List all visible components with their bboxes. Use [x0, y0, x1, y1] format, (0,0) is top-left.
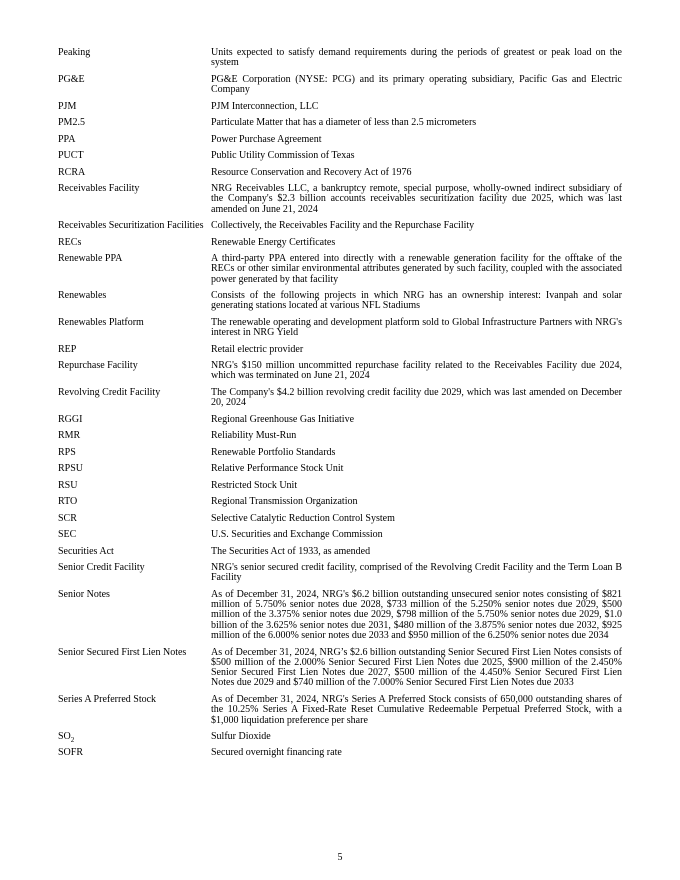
- glossary-term: [58, 254, 211, 285]
- glossary-row: [58, 481, 622, 491]
- glossary-definition: Renewable Energy Certificates: [211, 236, 336, 248]
- glossary-term: [58, 291, 211, 312]
- glossary-definition: NRG's $150 million uncommitted repurchase facility related to the Receivables Facility due 2024, which was terminated on June 21, 2024: [211, 360, 622, 382]
- glossary-term-text: PPA: [58, 133, 76, 145]
- glossary-term-text: Senior Credit Facility: [58, 562, 145, 574]
- glossary-definition: Selective Catalytic Reduction Control System: [211, 512, 395, 524]
- glossary-row: [58, 464, 622, 474]
- glossary-definition: Relative Performance Stock Unit: [211, 463, 344, 475]
- glossary-term: [58, 48, 211, 69]
- glossary-term: [58, 75, 211, 96]
- glossary-table: [58, 48, 622, 765]
- glossary-row: [58, 732, 622, 742]
- glossary-definition: Regional Transmission Organization: [211, 496, 358, 508]
- glossary-term: [58, 732, 211, 742]
- glossary-term-text: Peaking: [58, 47, 91, 58]
- glossary-term-text: Repurchase Facility: [58, 360, 138, 372]
- glossary-term: [58, 238, 211, 248]
- glossary-term-text: SEC: [58, 529, 77, 541]
- glossary-definition: Retail electric provider: [211, 343, 304, 355]
- glossary-term-text: RMR: [58, 430, 81, 442]
- glossary-term-text: RPS: [58, 446, 76, 458]
- glossary-term-text: Senior Secured First Lien Notes: [58, 646, 187, 658]
- glossary-definition: PJM Interconnection, LLC: [211, 100, 319, 112]
- glossary-term-text: PJM: [58, 100, 77, 112]
- glossary-definition: NRG Receivables LLC, a bankruptcy remote, special purpose, wholly-owned indirect subsidiary of the Company's $2.3 billion accounts receivables securitization facility due 2025, which was last amended on June 21, 2024: [211, 182, 622, 215]
- glossary-term: [58, 648, 211, 689]
- glossary-row: [58, 695, 622, 726]
- glossary-term-text: RGGI: [58, 413, 83, 425]
- glossary-term: [58, 448, 211, 458]
- glossary-term-text: SCR: [58, 512, 77, 524]
- glossary-row: [58, 388, 622, 409]
- glossary-definition: As of December 31, 2024, NRG's Series A Preferred Stock consists of 650,000 outstanding shares of the 10.25% Series A Fixed-Rate Reset Cumulative Redeemable Perpetual Preferred Stock, with a $1,000 liquidation preference per share: [211, 693, 622, 726]
- glossary-term: [58, 530, 211, 540]
- glossary-term: [58, 151, 211, 161]
- glossary-row: [58, 590, 622, 641]
- glossary-term: [58, 388, 211, 409]
- glossary-row: [58, 102, 622, 112]
- glossary-term-text: RECs: [58, 236, 82, 248]
- glossary-term-text: PG&E: [58, 73, 85, 85]
- glossary-term: [58, 118, 211, 128]
- glossary-term-text: Renewable PPA: [58, 253, 123, 265]
- glossary-definition: PG&E Corporation (NYSE: PCG) and its primary operating subsidiary, Pacific Gas and Electric Company: [211, 73, 622, 96]
- glossary-term: [58, 563, 211, 584]
- glossary-term: [58, 318, 211, 339]
- glossary-term: [58, 748, 211, 758]
- glossary-row: [58, 514, 622, 524]
- glossary-definition: Sulfur Dioxide: [211, 730, 271, 742]
- glossary-row: [58, 318, 622, 339]
- glossary-definition: Regional Greenhouse Gas Initiative: [211, 413, 355, 425]
- glossary-term: [58, 514, 211, 524]
- glossary-term-text: Series A Preferred Stock: [58, 693, 157, 705]
- glossary-row: [58, 345, 622, 355]
- glossary-term: [58, 590, 211, 641]
- glossary-row: [58, 497, 622, 507]
- glossary-term-text: REP: [58, 343, 77, 355]
- glossary-term: [58, 135, 211, 145]
- glossary-definition: U.S. Securities and Exchange Commission: [211, 529, 383, 541]
- glossary-term-text: RSU: [58, 479, 78, 491]
- glossary-definition: As of December 31, 2024, NRG's $6.2 billion outstanding unsecured senior notes consisting of $821 million of 5.750% senior notes due 2028, $733 million of the 5.250% senior notes due 2029, $500 million of the 3.375% senior notes due 2029, $798 million of the 5.750% senior notes due 2029, $1.0 billion of the 3.625% senior notes due 2031, $480 million of the 3.875% senior notes due 2032, $925 million of the 6.000% senior notes due 2033 and $950 million of the 6.250% senior notes due 2034: [211, 588, 622, 642]
- glossary-definition: Public Utility Commission of Texas: [211, 150, 355, 162]
- glossary-term: [58, 168, 211, 178]
- glossary-term: [58, 464, 211, 474]
- glossary-term-text: Receivables Securitization Facilities: [58, 220, 204, 232]
- glossary-term: [58, 415, 211, 425]
- glossary-definition: The Securities Act of 1933, as amended: [211, 545, 371, 557]
- glossary-definition: Secured overnight financing rate: [211, 747, 342, 759]
- glossary-row: [58, 415, 622, 425]
- glossary-definition: A third-party PPA entered into directly with a renewable generation facility for the offtake of the RECs or other similar environmental attributes generated by such facility, coupled with the associated power generated by that facility: [211, 253, 622, 285]
- glossary-term-subscript: 2: [70, 735, 75, 744]
- glossary-row: [58, 648, 622, 689]
- glossary-row: [58, 448, 622, 458]
- glossary-term: [58, 345, 211, 355]
- glossary-term-text: Revolving Credit Facility: [58, 386, 161, 398]
- glossary-definition: Resource Conservation and Recovery Act of 1976: [211, 166, 412, 178]
- page-number: 5: [337, 852, 343, 863]
- glossary-row: [58, 547, 622, 557]
- glossary-term: [58, 695, 211, 726]
- glossary-row: [58, 151, 622, 161]
- glossary-term: [58, 102, 211, 112]
- glossary-term-text: Securities Act: [58, 545, 114, 557]
- glossary-term: [58, 431, 211, 441]
- glossary-definition: Particulate Matter that has a diameter of less than 2.5 micrometers: [211, 117, 477, 129]
- glossary-term-text: SOFR: [58, 747, 84, 759]
- glossary-term-text: RPSU: [58, 463, 84, 475]
- glossary-row: [58, 118, 622, 128]
- glossary-term: [58, 547, 211, 557]
- glossary-row: [58, 238, 622, 248]
- glossary-definition: NRG's senior secured credit facility, comprised of the Revolving Credit Facility and the Term Loan B Facility: [211, 562, 622, 584]
- glossary-row: [58, 254, 622, 285]
- glossary-term-text: RCRA: [58, 166, 86, 178]
- glossary-term: [58, 481, 211, 491]
- glossary-definition: Units expected to satisfy demand requirements during the periods of greatest or peak load on the system: [211, 47, 622, 69]
- glossary-term: [58, 221, 211, 231]
- glossary-term: [58, 361, 211, 382]
- glossary-row: [58, 563, 622, 584]
- glossary-definition: Reliability Must-Run: [211, 430, 297, 442]
- glossary-definition: As of December 31, 2024, NRG’s $2.6 billion outstanding Senior Secured First Lien Notes consists of $500 million of the 2.000% Senior Secured First Lien Notes due 2025, $900 million of the 2.450% Senior Secured First Lien Notes due 2027, $500 million of the 4.450% Senior Secured First Lien Notes due 2029 and $740 million of the 7.000% Senior Secured First Lien Notes due 2033: [211, 646, 622, 689]
- glossary-row: [58, 75, 622, 96]
- glossary-row: [58, 168, 622, 178]
- glossary-term-text: PM2.5: [58, 117, 85, 129]
- glossary-row: [58, 184, 622, 215]
- glossary-term-text: Renewables Platform: [58, 316, 144, 328]
- glossary-row: [58, 135, 622, 145]
- glossary-row: [58, 530, 622, 540]
- glossary-row: [58, 748, 622, 758]
- glossary-term-text: SO: [58, 730, 71, 742]
- glossary-row: [58, 431, 622, 441]
- glossary-term: [58, 497, 211, 507]
- glossary-row: [58, 291, 622, 312]
- glossary-definition: The renewable operating and development platform sold to Global Infrastructure Partners with NRG's interest in NRG Yield: [211, 316, 622, 339]
- glossary-term: [58, 184, 211, 215]
- glossary-term-text: Renewables: [58, 290, 107, 302]
- glossary-term-text: Senior Notes: [58, 588, 110, 600]
- glossary-term-text: Receivables Facility: [58, 182, 140, 194]
- glossary-row: [58, 48, 622, 69]
- glossary-definition: Power Purchase Agreement: [211, 133, 322, 145]
- glossary-definition: Restricted Stock Unit: [211, 479, 298, 491]
- glossary-definition: Collectively, the Receivables Facility and the Repurchase Facility: [211, 220, 475, 232]
- glossary-row: [58, 221, 622, 231]
- glossary-term-text: RTO: [58, 496, 78, 508]
- glossary-definition: Renewable Portfolio Standards: [211, 446, 336, 458]
- glossary-definition: The Company's $4.2 billion revolving credit facility due 2029, which was last amended on December 20, 2024: [211, 386, 622, 409]
- glossary-definition: Consists of the following projects in which NRG has an ownership interest: Ivanpah and solar generating stations located at various NFL Stadiums: [211, 290, 622, 312]
- glossary-term-text: PUCT: [58, 150, 84, 162]
- glossary-row: [58, 361, 622, 382]
